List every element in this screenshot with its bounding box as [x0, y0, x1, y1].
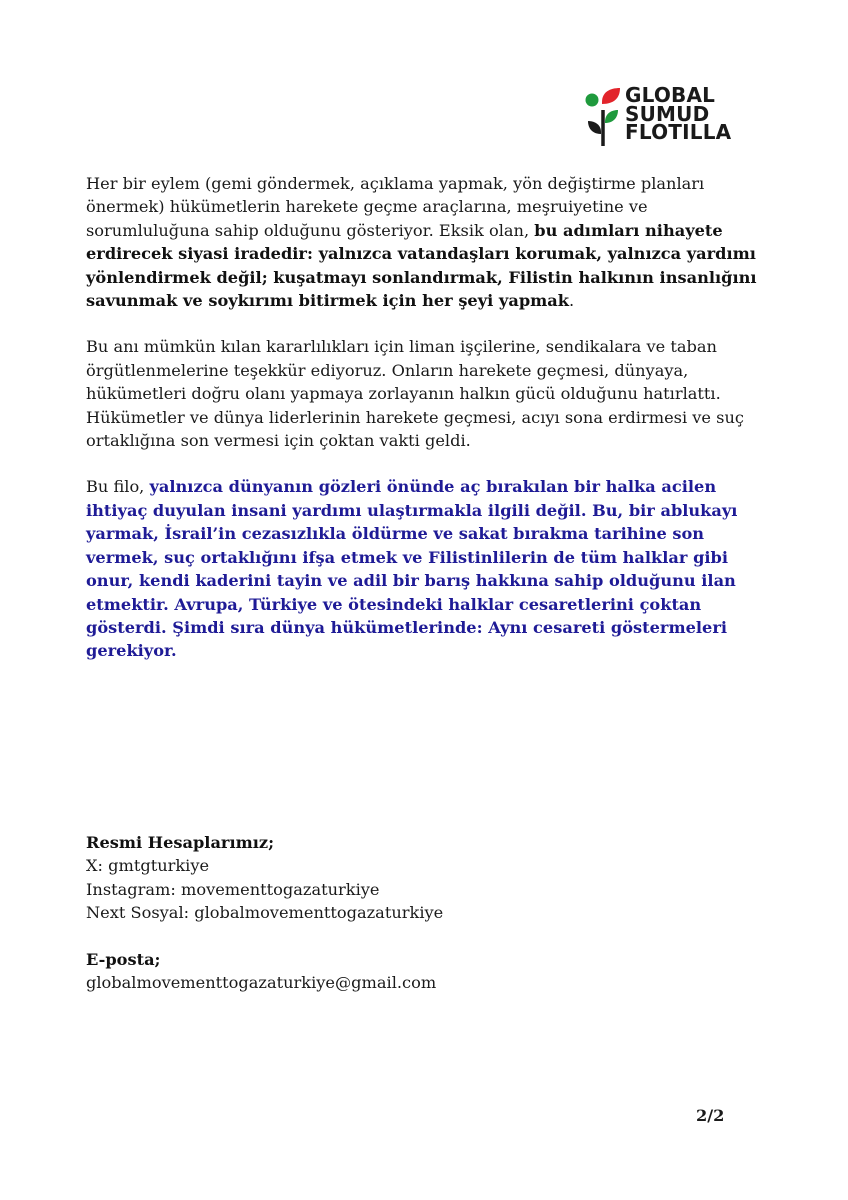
instagram-account: Instagram: movementtogazaturkiye — [86, 879, 380, 899]
paragraph-3 — [86, 475, 766, 662]
paragraph-3-text: Bu filo, — [86, 477, 150, 497]
flotilla-tree-icon — [584, 88, 624, 146]
contact-section — [86, 831, 686, 994]
global-sumud-flotilla-logo — [584, 83, 764, 148]
paragraph-2: Bu anı mümkün kılan kararlılıkları için liman işçilerine, sendikalara ve taban örgütlenmelerine teşekkür ediyoruz. Onların harekete geçmesi, dünyaya, hükümetleri doğru olanı yapmaya zorlayanın halkın gücü olduğunu hatırlattı. Hükümetler ve dünya liderlerinin harekete geçmesi, acıyı sona erdirmesi ve suç ortaklığına son vermesi için çoktan vakti geldi. — [86, 337, 744, 451]
paragraph-1-text: Her bir eylem (gemi göndermek, açıklama yapmak, yön değiştirme planları önermek) hükümetlerin harekete geçme araçlarına, meşruiyetine ve sorumluluğuna sahip olduğunu gösteriyor. Eksik olan, — [86, 174, 705, 240]
document-body — [86, 172, 766, 663]
logo-black-leaf — [588, 121, 601, 134]
x-account: X: gmtgturkiye — [86, 856, 210, 876]
email-heading: E-posta; — [86, 949, 161, 969]
paragraph-1 — [86, 172, 766, 312]
accounts-heading: Resmi Hesaplarımız; — [86, 833, 275, 852]
logo-line-sumud: SUMUD — [625, 101, 710, 126]
logo-red-leaf — [602, 88, 620, 104]
paragraph-1-end: . — [568, 291, 575, 311]
paragraph-1-emphasis: bu adımları nihayete erdirecek siyasi iradedir: yalnızca vatandaşları korumak, yalnızca yardımı yönlendirmek değil; kuşatmayı sonlandırmak, Filistin halkının insanlığını savunmak ve soykırımı bitirmek için her şeyi yapmak — [86, 220, 757, 311]
page-number: 2/2 — [696, 1106, 725, 1125]
email-address: globalmovementtogazaturkiye@gmail.com — [86, 973, 437, 993]
logo-wordmark — [625, 83, 732, 144]
next-sosyal-account: Next Sosyal: globalmovementtogazaturkiye — [86, 903, 444, 923]
logo-line-global: GLOBAL — [625, 83, 716, 107]
paragraph-3-highlight: yalnızca dünyanın gözleri önünde aç bırakılan bir halka acilen ihtiyaç duyulan insani yardımı ulaştırmakla ilgili değil. Bu, bir ablukayı yarmak, İsrail’in cezasızlıkla öldürme ve sakat bırakma tarihine son vermek, suç ortaklığını ifşa etmek ve Filistinlilerin de tüm halklar gibi onur, kendi kaderini tayin ve adil bir barış hakkına sahip olduğunu ilan etmektir. Avrupa, Türkiye ve ötesindeki halklar cesaretlerini çoktan gösterdi. Şimdi sıra dünya hükümetlerinde: Aynı cesareti göstermeleri gerekiyor. — [86, 477, 738, 661]
logo-line-flotilla: FLOTILLA — [625, 120, 732, 144]
logo-green-dot — [586, 94, 599, 107]
logo-green-leaf — [605, 110, 618, 123]
